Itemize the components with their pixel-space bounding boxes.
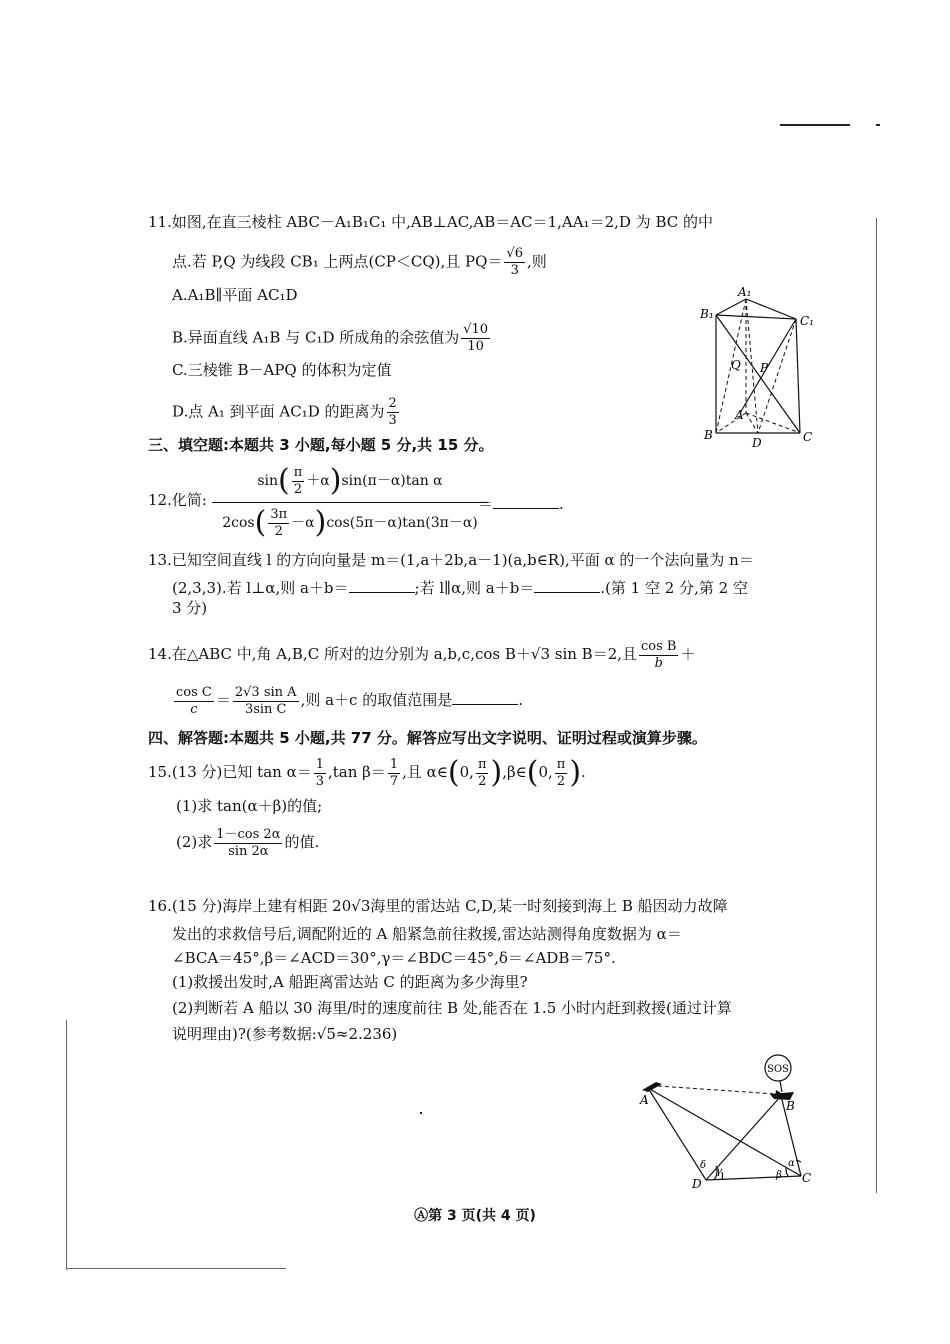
q13-line2-a: (2,3,3).若 l⊥α,则 a＋b＝ xyxy=(172,579,349,597)
q12-den-frac-n: 3π xyxy=(270,506,288,522)
q14-frac-1-d: b xyxy=(654,655,663,671)
q15-p2-fraction xyxy=(214,827,282,860)
rescue-figure xyxy=(636,1048,816,1188)
q11-option-d-text: D.点 A₁ 到平面 AC₁D 的距离为 xyxy=(172,402,385,421)
q16-line6: 说明理由)?(参考数据:√5≈2.236) xyxy=(172,1025,398,1043)
q15-p2-b: 的值. xyxy=(284,833,320,851)
q11-pq-num: √6 xyxy=(506,246,524,261)
fig-label-c1: C₁ xyxy=(800,314,814,328)
q12-end: . xyxy=(559,495,564,513)
fig-label-q: Q xyxy=(731,358,741,372)
scan-mark-top xyxy=(780,124,850,126)
q15-frac-1-d: 3 xyxy=(315,773,324,789)
q15-line1 xyxy=(148,752,586,792)
q11-option-b-text: B.异面直线 A₁B 与 C₁D 所成角的余弦值为 xyxy=(172,328,460,347)
q14-frac-3 xyxy=(233,685,299,718)
fig-label-beta: β xyxy=(776,1170,782,1181)
q11-option-d-num: 2 xyxy=(388,396,397,411)
q11-line2-end: ,则 xyxy=(527,252,547,271)
q11-option-b xyxy=(172,322,492,355)
q15-e: ,β∈ xyxy=(502,763,527,781)
q12-den-cos: 2cos xyxy=(222,515,255,531)
fig-label-b: B xyxy=(704,428,713,442)
q15-frac-4-n: π xyxy=(556,756,566,772)
sight-line-dashed xyxy=(658,1086,776,1094)
page-footer: Ⓐ第 3 页(共 4 页) xyxy=(414,1208,536,1224)
q12-answer xyxy=(478,494,564,514)
section-4-heading: 四、解答题:本题共 5 小题,共 77 分。解答应写出文字说明、证明过程或演算步骤。 xyxy=(148,729,707,747)
q14-frac-2-d: c xyxy=(190,701,198,717)
q11-line2-text: 点.若 P,Q 为线段 CB₁ 上两点(CP＜CQ),且 PQ＝ xyxy=(172,252,503,271)
fig-label-c: C xyxy=(803,430,813,444)
q15-rparen-1: ) xyxy=(490,755,503,790)
q11-option-b-fraction xyxy=(461,322,490,355)
q14-blank[interactable] xyxy=(452,690,518,705)
q12-den-minus: －α xyxy=(291,515,315,531)
scan-mark-top-dot xyxy=(876,124,880,126)
prism-figure xyxy=(698,285,828,455)
q14-frac-2 xyxy=(174,685,214,718)
q13-line3: 3 分) xyxy=(172,599,208,617)
q11-pq-fraction xyxy=(504,246,525,279)
q15-frac-2-n: 1 xyxy=(389,756,399,772)
q14-end: . xyxy=(518,691,523,709)
fig-label-gamma: γ xyxy=(716,1166,722,1177)
q15-p2-a: (2)求 xyxy=(176,833,213,851)
q11-option-c: C.三棱锥 B－APQ 的体积为定值 xyxy=(172,361,392,379)
fig-label-c: C xyxy=(802,1171,812,1185)
q12-blank[interactable] xyxy=(493,494,559,509)
q12-den-lparen: ( xyxy=(254,505,267,540)
q12-equals: ＝ xyxy=(478,495,494,513)
q14-line2-text: ,则 a＋c 的取值范围是 xyxy=(300,691,453,709)
q11-line2 xyxy=(172,246,547,279)
q13-line2-b: ;若 l∥α,则 a＋b＝ xyxy=(414,579,535,597)
fig-label-a1: A₁ xyxy=(738,285,752,299)
q14-frac-1-n: cos B xyxy=(641,638,677,654)
fig-label-alpha: α xyxy=(788,1158,795,1169)
q12-num-lparen: ( xyxy=(278,463,290,498)
scan-line-bottom xyxy=(66,1268,286,1269)
q13-blank-1[interactable] xyxy=(349,578,415,593)
q15-frac-1-n: 1 xyxy=(315,756,324,772)
q12-num-frac-d: 2 xyxy=(293,481,303,497)
q15-p2-d: sin 2α xyxy=(228,843,269,859)
q11-option-a: A.A₁B∥平面 AC₁D xyxy=(172,286,298,304)
q14-line1-text: 14.在△ABC 中,角 A,B,C 所对的边分别为 a,b,c,cos B＋√3 sin B＝2,且 xyxy=(148,645,638,663)
q15-frac-4-d: 2 xyxy=(556,773,566,789)
q15-rparen-2: ) xyxy=(569,755,582,790)
scan-dot xyxy=(420,1112,422,1114)
q12-num-frac-n: π xyxy=(293,464,303,480)
q15-g: . xyxy=(581,763,586,781)
scan-line-right xyxy=(876,218,877,1193)
q15-lparen-1: ( xyxy=(447,755,460,790)
q12-num-sin: sin xyxy=(257,473,279,489)
q15-part-2 xyxy=(176,822,319,862)
q12-numerator xyxy=(212,462,488,503)
fig-label-a: A xyxy=(640,1093,649,1107)
q14-frac-1 xyxy=(639,639,678,672)
q14-plus: ＋ xyxy=(680,645,696,663)
q12-den-frac-d: 2 xyxy=(274,523,283,539)
q13-blank-2[interactable] xyxy=(534,578,600,593)
q15-lparen-2: ( xyxy=(526,755,539,790)
fig-label-delta: δ xyxy=(700,1160,707,1171)
fig-label-d: D xyxy=(752,436,762,450)
q12-num-rest: sin(π－α)tan α xyxy=(341,473,443,489)
q14-frac-2-n: cos C xyxy=(176,684,212,700)
q11-option-d-fraction xyxy=(387,396,399,429)
q15-part-1: (1)求 tan(α＋β)的值; xyxy=(176,797,323,815)
q15-frac-3-d: 2 xyxy=(478,773,487,789)
q15-frac-2 xyxy=(388,757,400,790)
fig-label-b1: B₁ xyxy=(700,307,714,321)
q15-frac-4 xyxy=(555,757,568,790)
q12-den-frac xyxy=(268,507,289,540)
q12-label: 12.化简: xyxy=(148,491,207,509)
q11-line1: 11.如图,在直三棱柱 ABC－A₁B₁C₁ 中,AB⊥AC,AB＝AC＝1,AA₁＝2,D 为 BC 的中 xyxy=(148,213,713,231)
fig-label-p: P xyxy=(760,361,769,375)
q16-line1: 16.(15 分)海岸上建有相距 20√3海里的雷达站 C,D,某一时刻接到海上 B 船因动力故障 xyxy=(148,897,728,915)
sos-label: SOS xyxy=(767,1064,789,1075)
q15-p2-n: 1－cos 2α xyxy=(216,826,281,842)
q12-den-rparen: ) xyxy=(314,505,327,540)
q16-line3: ∠BCA＝45°,β＝∠ACD＝30°,γ＝∠BDC＝45°,δ＝∠ADB＝75°. xyxy=(172,949,616,967)
q15-frac-3-n: π xyxy=(477,756,487,772)
q11-pq-den: 3 xyxy=(510,263,519,278)
q11-option-d-den: 3 xyxy=(388,413,397,428)
q14-frac-3-n: 2√3 sin A xyxy=(234,684,297,700)
q12-den-rest: cos(5π－α)tan(3π－α) xyxy=(326,515,478,531)
q15-d: 0, xyxy=(459,763,474,781)
q13-line2-c: .(第 1 空 2 分,第 2 空 xyxy=(600,579,748,597)
q15-c: ,且 α∈ xyxy=(402,763,448,781)
q16-line5: (2)判断若 A 船以 30 海里/时的速度前往 B 处,能否在 1.5 小时内赶到救援(通过计算 xyxy=(172,999,732,1017)
scan-line-left xyxy=(66,1020,67,1270)
section-3-heading: 三、填空题:本题共 3 小题,每小题 5 分,共 15 分。 xyxy=(148,436,494,454)
q15-f: 0, xyxy=(538,763,553,781)
q15-frac-2-d: 7 xyxy=(389,773,399,789)
q15-b: ,tan β＝ xyxy=(328,763,386,781)
q12-num-rparen: ) xyxy=(329,463,342,498)
q13-line2 xyxy=(172,578,748,598)
q14-line2 xyxy=(172,678,523,722)
q14-equals: ＝ xyxy=(215,691,231,709)
q11-option-d xyxy=(172,396,401,429)
q14-frac-3-d: 3sin C xyxy=(244,701,287,717)
q16-line4: (1)救援出发时,A 船距离雷达站 C 的距离为多少海里? xyxy=(172,973,528,991)
q11-option-b-num: √10 xyxy=(463,322,489,337)
q15-frac-3 xyxy=(476,757,489,790)
q14-line1 xyxy=(148,632,696,676)
q11-option-b-den: 10 xyxy=(467,339,484,354)
q12-fraction xyxy=(212,462,488,543)
q15-frac-1 xyxy=(314,757,326,790)
fig-label-d: D xyxy=(692,1177,702,1188)
q12-denominator xyxy=(212,503,488,543)
q12-num-frac xyxy=(292,465,305,498)
q15-a: 15.(13 分)已知 tan α＝ xyxy=(148,763,312,781)
q12-num-plus: ＋α xyxy=(306,473,330,489)
q13-line1: 13.已知空间直线 l 的方向向量是 m＝(1,a＋2b,a－1)(a,b∈R),平面 α 的一个法向量为 n＝ xyxy=(148,551,754,569)
q16-line2: 发出的求救信号后,调配附近的 A 船紧急前往救援,雷达站测得角度数据为 α＝ xyxy=(172,925,682,943)
fig-label-b: B xyxy=(786,1099,795,1113)
fig-label-a: A xyxy=(735,408,744,422)
